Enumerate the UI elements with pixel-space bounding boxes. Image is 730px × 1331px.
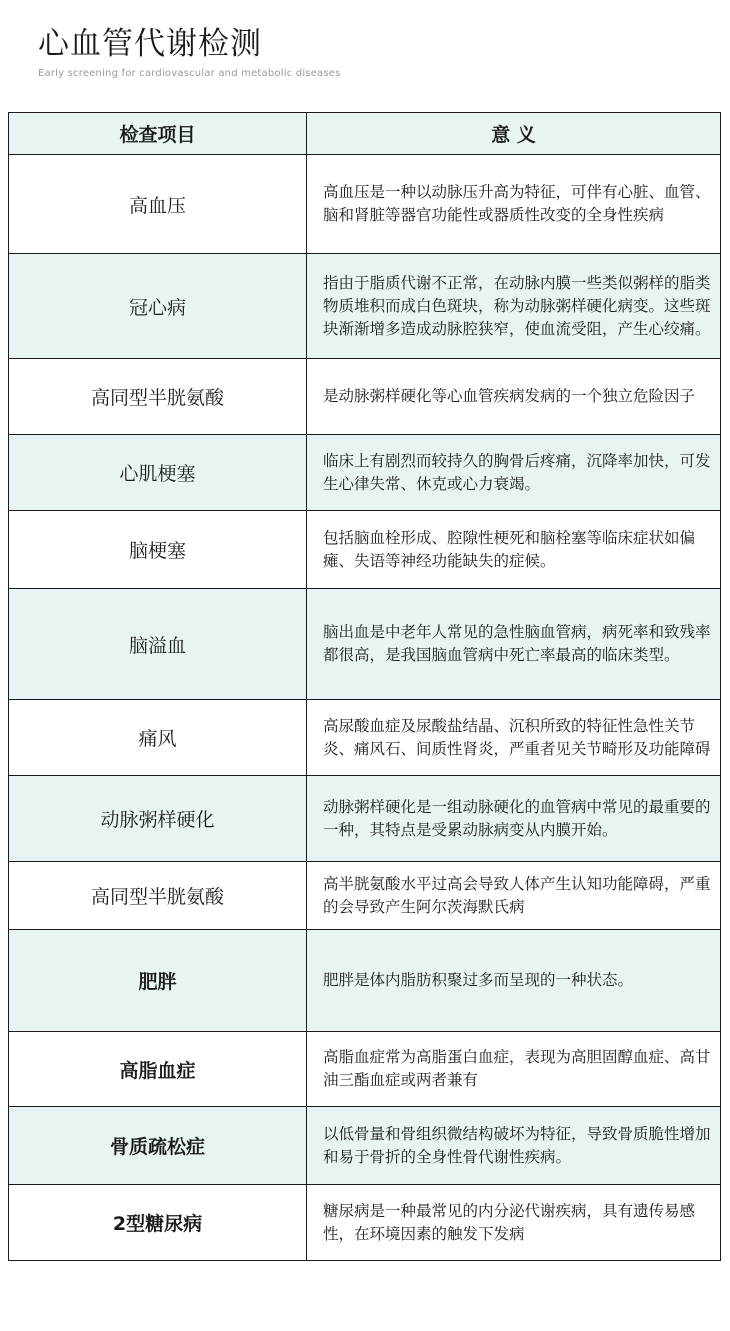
meaning-cell: 高血压是一种以动脉压升高为特征，可伴有心脏、血管、脑和肾脏等器官功能性或器质性改变的全身性疾病 <box>307 155 721 254</box>
table-row <box>9 359 721 435</box>
table-row <box>9 155 721 254</box>
meaning-cell: 以低骨量和骨组织微结构破坏为特征，导致骨质脆性增加和易于骨折的全身性骨代谢性疾病。 <box>307 1107 721 1185</box>
item-name-cell: 骨质疏松症 <box>9 1107 307 1185</box>
meaning-cell: 动脉粥样硬化是一组动脉硬化的血管病中常见的最重要的一种，其特点是受累动脉病变从内膜开始。 <box>307 776 721 862</box>
meaning-cell: 高脂血症常为高脂蛋白血症，表现为高胆固醇血症、高甘油三酯血症或两者兼有 <box>307 1032 721 1107</box>
meaning-cell: 临床上有剧烈而较持久的胸骨后疼痛，沉降率加快，可发生心律失常、休克或心力衰竭。 <box>307 435 721 511</box>
meaning-cell: 包括脑血栓形成、腔隙性梗死和脑栓塞等临床症状如偏瘫、失语等神经功能缺失的症候。 <box>307 511 721 589</box>
item-name-cell: 心肌梗塞 <box>9 435 307 511</box>
item-name-cell: 2型糖尿病 <box>9 1185 307 1261</box>
item-name-cell: 高脂血症 <box>9 1032 307 1107</box>
meaning-cell: 高尿酸血症及尿酸盐结晶、沉积所致的特征性急性关节炎、痛风石、间质性肾炎，严重者见关节畸形及功能障碍 <box>307 700 721 776</box>
item-name-cell: 高血压 <box>9 155 307 254</box>
table-row <box>9 776 721 862</box>
item-name-cell: 高同型半胱氨酸 <box>9 862 307 930</box>
table-row <box>9 930 721 1032</box>
table-row <box>9 254 721 359</box>
detection-table <box>8 112 721 1261</box>
meaning-cell: 指由于脂质代谢不正常，在动脉内膜一些类似粥样的脂类物质堆积而成白色斑块，称为动脉粥样硬化病变。这些斑块渐渐增多造成动脉腔狭窄，使血流受阻，产生心绞痛。 <box>307 254 721 359</box>
item-name-cell: 动脉粥样硬化 <box>9 776 307 862</box>
table-row <box>9 1032 721 1107</box>
meaning-cell: 是动脉粥样硬化等心血管疾病发病的一个独立危险因子 <box>307 359 721 435</box>
item-name-cell: 脑梗塞 <box>9 511 307 589</box>
table-row <box>9 700 721 776</box>
table-row <box>9 511 721 589</box>
table-row <box>9 589 721 700</box>
page-title: 心血管代谢检测 <box>38 26 262 62</box>
table-row <box>9 435 721 511</box>
meaning-cell: 肥胖是体内脂肪积聚过多而呈现的一种状态。 <box>307 930 721 1032</box>
item-name-cell: 高同型半胱氨酸 <box>9 359 307 435</box>
item-name-cell: 冠心病 <box>9 254 307 359</box>
table-header-row <box>9 113 721 155</box>
table-row <box>9 1185 721 1261</box>
table-row <box>9 862 721 930</box>
meaning-cell: 高半胱氨酸水平过高会导致人体产生认知功能障碍，严重的会导致产生阿尔茨海默氏病 <box>307 862 721 930</box>
header-item: 检查项目 <box>9 113 307 155</box>
item-name-cell: 痛风 <box>9 700 307 776</box>
page-subtitle: Early screening for cardiovascular and metabolic diseases <box>38 68 341 79</box>
item-name-cell: 肥胖 <box>9 930 307 1032</box>
meaning-cell: 脑出血是中老年人常见的急性脑血管病，病死率和致残率都很高，是我国脑血管病中死亡率最高的临床类型。 <box>307 589 721 700</box>
meaning-cell: 糖尿病是一种最常见的内分泌代谢疾病，具有遗传易感性，在环境因素的触发下发病 <box>307 1185 721 1261</box>
item-name-cell: 脑溢血 <box>9 589 307 700</box>
header-meaning: 意 义 <box>307 113 721 155</box>
table-row <box>9 1107 721 1185</box>
